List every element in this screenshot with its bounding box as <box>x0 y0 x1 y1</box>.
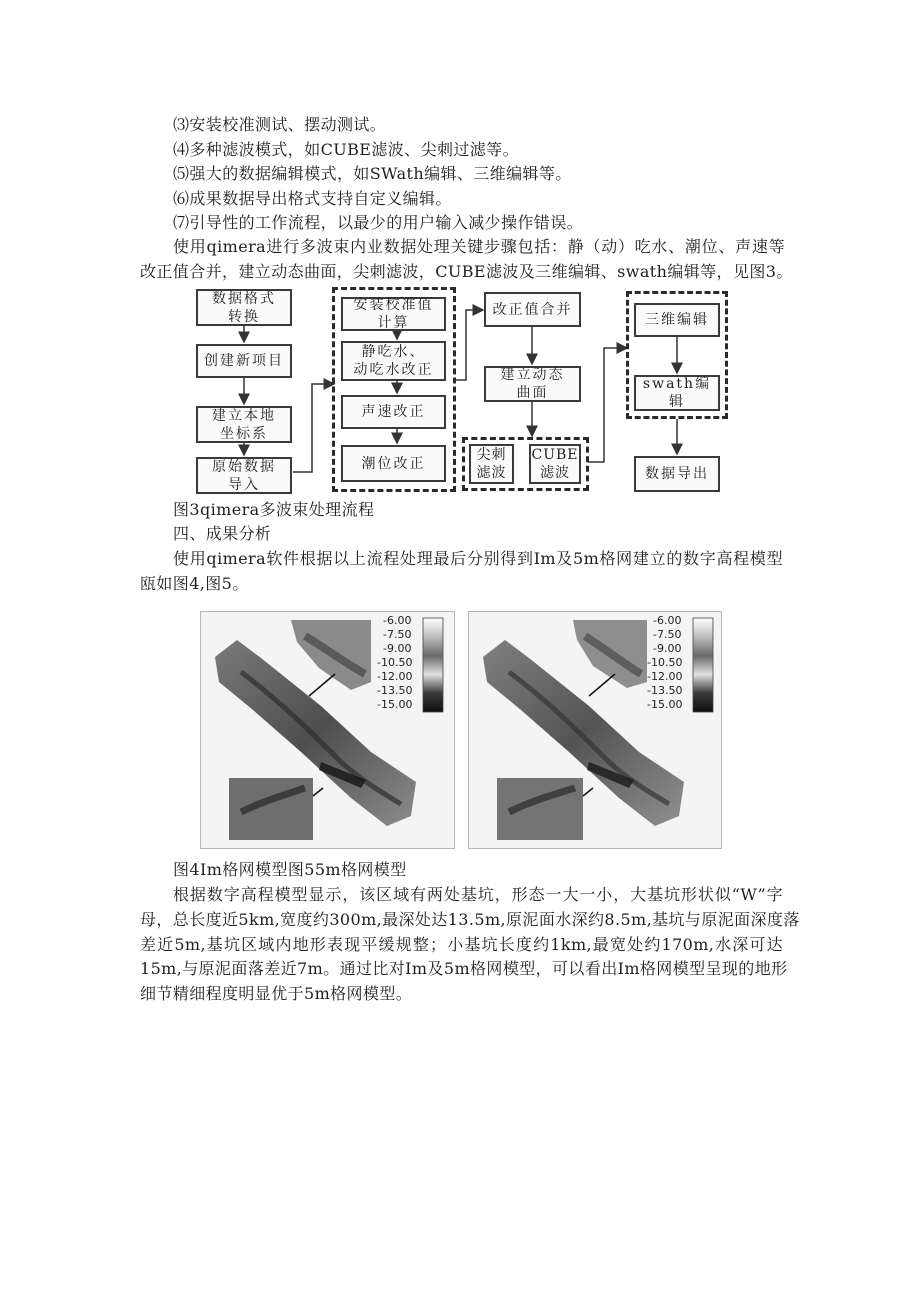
flow-box-cube-filter: CUBE 滤波 <box>529 444 581 484</box>
colorbar-1m-tick: -9.00 <box>383 642 412 655</box>
flow-box-raw-import: 原始数据 导入 <box>196 457 292 494</box>
paragraph-3-line-5: 细节精细程度明显优于5m格网模型。 <box>140 984 413 1003</box>
flow-box-merge-corrections: 改正值合并 <box>484 292 581 327</box>
colorbar-5m-tick: -15.00 <box>647 698 683 711</box>
list-item-5: ⑸强大的数据编辑模式，如SWath编辑、三维编辑等。 <box>173 164 572 183</box>
flow-box-format-conversion: 数据格式 转换 <box>196 289 292 326</box>
colorbar-1m-tick: -6.00 <box>383 614 412 627</box>
colorbar-5m <box>693 618 713 712</box>
colorbar-1m-tick: -15.00 <box>377 698 413 711</box>
dem-5m-image <box>469 612 722 849</box>
colorbar-5m-tick: -6.00 <box>653 614 682 627</box>
flow-box-data-export: 数据导出 <box>634 456 720 492</box>
arrow-c2-to-c3 <box>455 310 483 380</box>
colorbar-5m-tick: -7.50 <box>653 628 682 641</box>
dem-1m-panel <box>200 611 455 849</box>
arrow-c1-to-c2 <box>293 384 334 472</box>
list-item-7: ⑺引导性的工作流程，以最少的用户输入减少操作错误。 <box>173 213 584 232</box>
flow-box-3d-edit: 三维编辑 <box>634 303 720 337</box>
colorbar-1m <box>423 618 443 712</box>
list-item-3: ⑶安装校准测试、摆动测试。 <box>173 115 387 134</box>
flow-box-create-project: 创建新项目 <box>196 344 292 378</box>
colorbar-1m-tick: -10.50 <box>377 656 413 669</box>
arrow-c3-to-c4 <box>588 348 627 462</box>
list-item-4: ⑷多种滤波模式，如CUBE滤波、尖刺过滤等。 <box>173 140 519 159</box>
flow-box-calibration: 安装校准值 计算 <box>341 297 446 331</box>
flow-box-draft-correction: 静吃水、 动吃水改正 <box>341 341 446 381</box>
paragraph-3-line-3: 差近5m,基坑区域内地形表现平缓规整；小基坑长度约1km,最宽处约170m,水深可达 <box>140 935 783 954</box>
paragraph-1-line-1: 使用qimera进行多波束内业数据处理关键步骤包括：静（动）吃水、潮位、声速等 <box>173 237 785 256</box>
flow-box-tide-correction: 潮位改正 <box>341 445 446 482</box>
paragraph-3-line-2: 母，总长度近5km,宽度约300m,最深处达13.5m,原泥面水深约8.5m,基坑与原泥面深度落 <box>140 910 800 929</box>
paragraph-2-line-2: 瓯如图4,图5。 <box>140 574 249 593</box>
colorbar-5m-tick: -10.50 <box>647 656 683 669</box>
colorbar-5m-tick: -9.00 <box>653 642 682 655</box>
list-item-6: ⑹成果数据导出格式支持自定义编辑。 <box>173 189 452 208</box>
paragraph-1-line-2: 改正值合并，建立动态曲面，尖刺滤波，CUBE滤波及三维编辑、swath编辑等，见图3。 <box>140 262 793 281</box>
paragraph-2-line-1: 使用qimera软件根据以上流程处理最后分别得到Im及5m格网建立的数字高程模型 <box>173 549 783 568</box>
colorbar-5m-tick: -13.50 <box>647 684 683 697</box>
paragraph-3-line-1: 根据数字高程模型显示，该区域有两处基坑，形态一大一小，大基坑形状似“W”字 <box>173 885 783 904</box>
flow-box-spike-filter: 尖刺 滤波 <box>469 444 514 484</box>
figure-4-5-caption: 图4Im格网模型图55m格网模型 <box>173 860 407 879</box>
colorbar-5m-tick: -12.00 <box>647 670 683 683</box>
figure-3-caption: 图3qimera多波束处理流程 <box>173 500 375 519</box>
colorbar-1m-tick: -7.50 <box>383 628 412 641</box>
flow-box-swath-edit: swath编辑 <box>634 375 720 411</box>
section-heading: 四、成果分析 <box>173 524 272 543</box>
flow-box-dynamic-surface: 建立动态 曲面 <box>484 366 581 402</box>
flowchart-arrows <box>0 0 920 510</box>
flow-box-local-coordinates: 建立本地 坐标系 <box>196 406 292 443</box>
dem-1m-image <box>201 612 455 849</box>
flow-box-sound-velocity: 声速改正 <box>341 395 446 429</box>
colorbar-1m-tick: -13.50 <box>377 684 413 697</box>
dem-5m-panel <box>468 611 722 849</box>
paragraph-3-line-4: 15m,与原泥面落差近7m。通过比对Im及5m格网模型，可以看出Im格网模型呈现的地形 <box>140 959 788 978</box>
colorbar-1m-tick: -12.00 <box>377 670 413 683</box>
